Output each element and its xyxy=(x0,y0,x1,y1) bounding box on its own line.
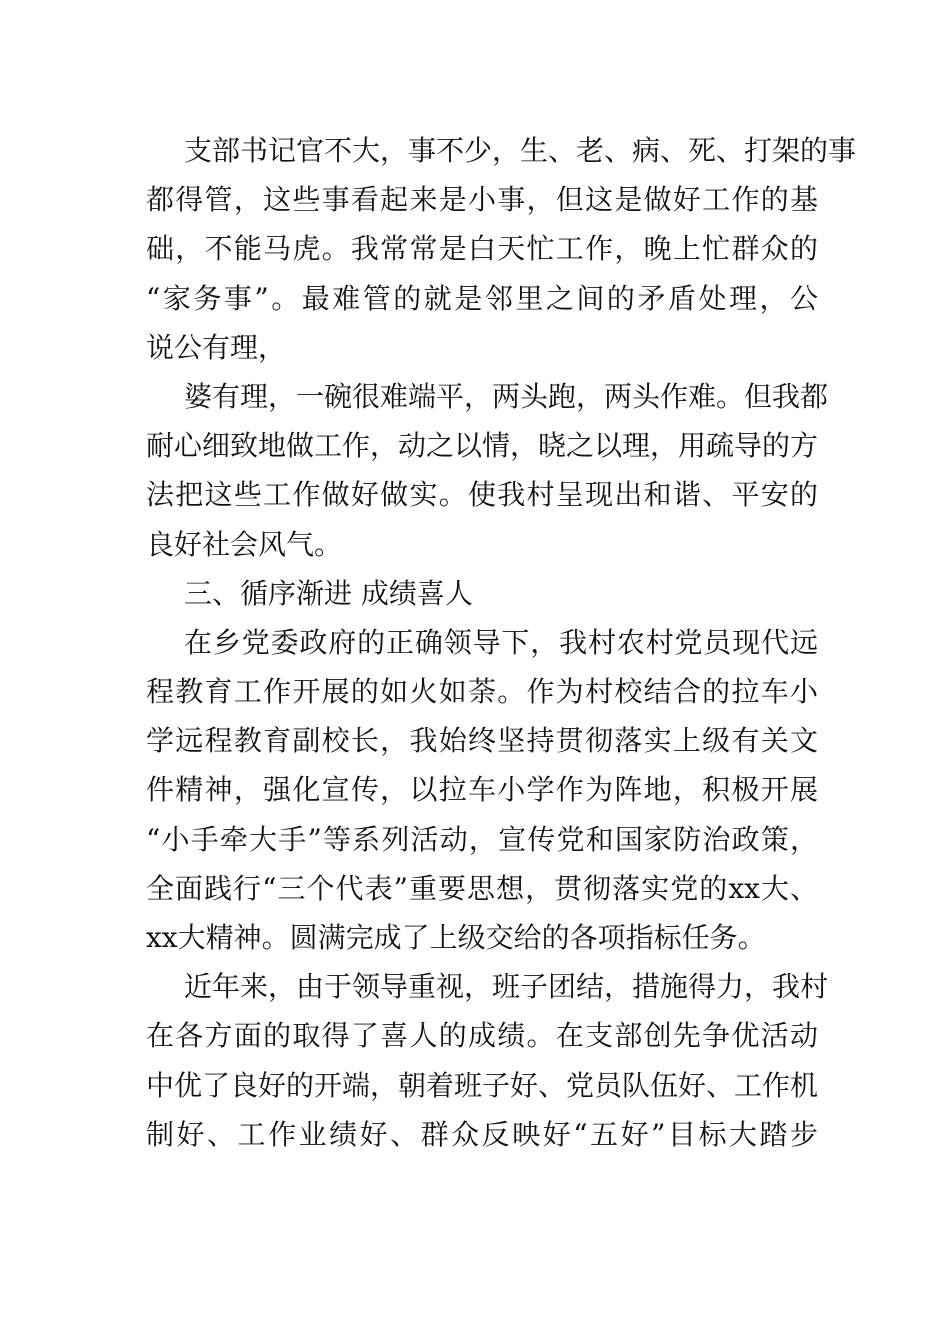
text-line: 法把这些工作做好做实。使我村呈现出和谐、平安的 xyxy=(146,478,818,512)
text-line: 在乡党委政府的正确领导下，我村农村党员现代远 xyxy=(184,625,818,659)
text-line: 程教育工作开展的如火如荼。作为村校结合的拉车小 xyxy=(146,675,818,709)
text-line: 说公有理， xyxy=(146,330,287,364)
text-line: 础，不能马虎。我常常是白天忙工作，晚上忙群众的 xyxy=(146,232,818,266)
text-line: 制好、工作业绩好、群众反映好“五好”目标大踏步 xyxy=(146,1117,818,1151)
text-line: “小手牵大手”等系列活动，宣传党和国家防治政策， xyxy=(146,822,818,856)
text-line: 婆有理，一碗很难端平，两头跑，两头作难。但我都 xyxy=(184,379,829,413)
text-line: 都得管，这些事看起来是小事，但这是做好工作的基 xyxy=(146,183,818,217)
document-body xyxy=(146,126,857,1159)
text-line: 中优了良好的开端，朝着班子好、党员队伍好、工作机 xyxy=(146,1068,819,1102)
text-line: 耐心细致地做工作，动之以情，晓之以理，用疏导的方 xyxy=(146,429,819,463)
text-line: 支部书记官不大，事不少，生、老、病、死、打架的事 xyxy=(184,134,857,167)
text-line: 近年来，由于领导重视，班子团结，措施得力，我村 xyxy=(184,970,829,1004)
text-line: 件精神，强化宣传，以拉车小学作为阵地，积极开展 xyxy=(146,773,818,807)
section-heading: 三、循序渐进 成绩喜人 xyxy=(184,576,473,610)
text-line: xx大精神。圆满完成了上级交给的各项指标任务。 xyxy=(146,921,766,954)
text-line: “家务事”。最难管的就是邻里之间的矛盾处理，公 xyxy=(146,281,818,315)
text-line: 良好社会风气。 xyxy=(146,527,343,561)
text-line: 在各方面的取得了喜人的成绩。在支部创先争优活动 xyxy=(146,1019,818,1053)
text-line: 学远程教育副校长，我始终坚持贯彻落实上级有关文 xyxy=(146,724,818,758)
text-line: 全面践行“三个代表”重要思想，贯彻落实党的xx大、 xyxy=(146,871,818,905)
